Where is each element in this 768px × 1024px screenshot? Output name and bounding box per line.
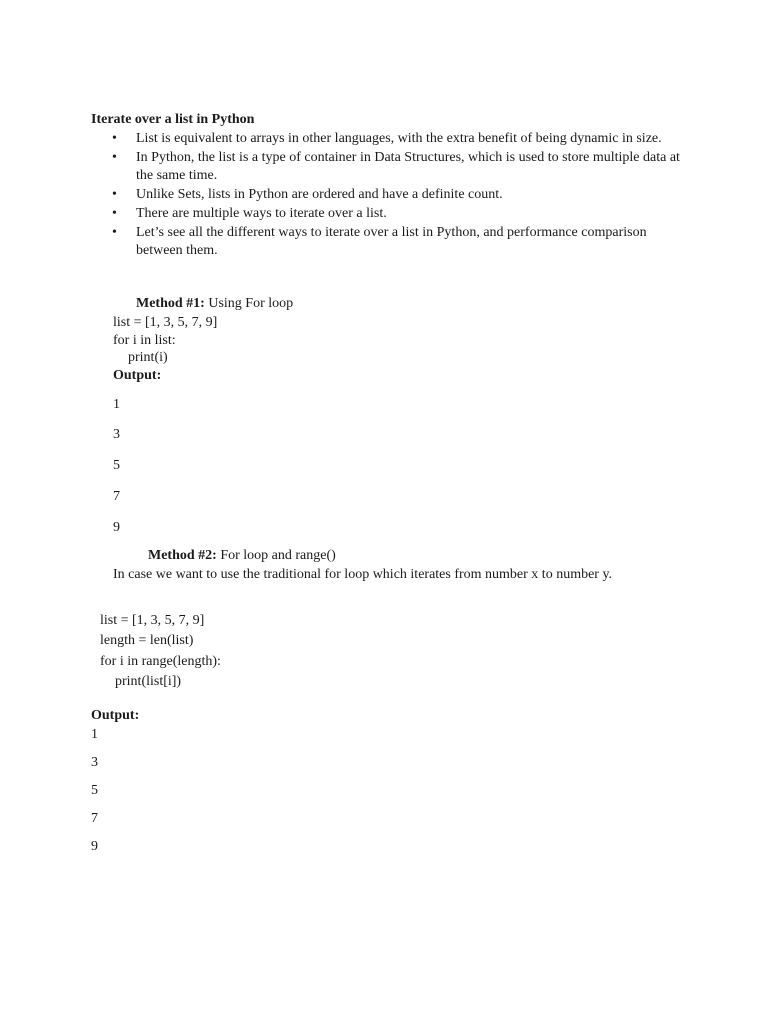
method2-output-label: Output:: [91, 708, 140, 723]
method1-subheading: Using For loop: [208, 296, 294, 311]
bullet-icon: •: [112, 150, 117, 165]
code-line: list = [1, 3, 5, 7, 9]: [100, 613, 205, 628]
method1-heading: Method #1:: [136, 296, 205, 311]
output-value: 9: [113, 520, 120, 535]
code-line: print(i): [128, 350, 168, 365]
bullet-list: [112, 130, 692, 261]
code-line: print(list[i]): [115, 674, 182, 689]
output-value: 5: [91, 783, 98, 798]
bullet-text: List is equivalent to arrays in other languages, with the extra benefit of being dynamic in size.: [136, 131, 662, 146]
method1-heading-row: [136, 296, 293, 312]
output-value: 5: [113, 458, 120, 473]
output-value: 1: [113, 397, 120, 412]
output-value: 7: [113, 489, 120, 504]
output-value: 3: [91, 755, 98, 770]
code-line: length = len(list): [100, 633, 194, 648]
list-item: [112, 224, 692, 260]
list-item: [112, 130, 692, 148]
output-value: 7: [91, 811, 98, 826]
list-item: [112, 186, 692, 204]
code-line: for i in list:: [113, 333, 176, 348]
method2-description: In case we want to use the traditional for loop which iterates from number x to number y.: [113, 567, 613, 582]
method2-heading-row: [148, 548, 336, 564]
bullet-icon: •: [112, 131, 117, 146]
bullet-text: Let’s see all the different ways to iterate over a list in Python, and performance comparison between them.: [136, 225, 647, 258]
output-value: 3: [113, 427, 120, 442]
page-title: Iterate over a list in Python: [91, 112, 255, 127]
bullet-icon: •: [112, 187, 117, 202]
bullet-icon: •: [112, 225, 117, 240]
bullet-text: Unlike Sets, lists in Python are ordered and have a definite count.: [136, 187, 503, 202]
list-item: [112, 205, 692, 223]
output-value: 9: [91, 839, 98, 854]
method2-subheading: For loop and range(): [220, 548, 336, 563]
bullet-text: There are multiple ways to iterate over a list.: [136, 206, 387, 221]
bullet-icon: •: [112, 206, 117, 221]
list-item: [112, 149, 692, 185]
code-line: list = [1, 3, 5, 7, 9]: [113, 315, 218, 330]
method2-heading: Method #2:: [148, 548, 217, 563]
code-line: for i in range(length):: [100, 654, 221, 669]
output-value: 1: [91, 727, 98, 742]
method1-output-label: Output:: [113, 368, 162, 383]
bullet-text: In Python, the list is a type of container in Data Structures, which is used to store multiple data at the same time.: [136, 150, 680, 183]
